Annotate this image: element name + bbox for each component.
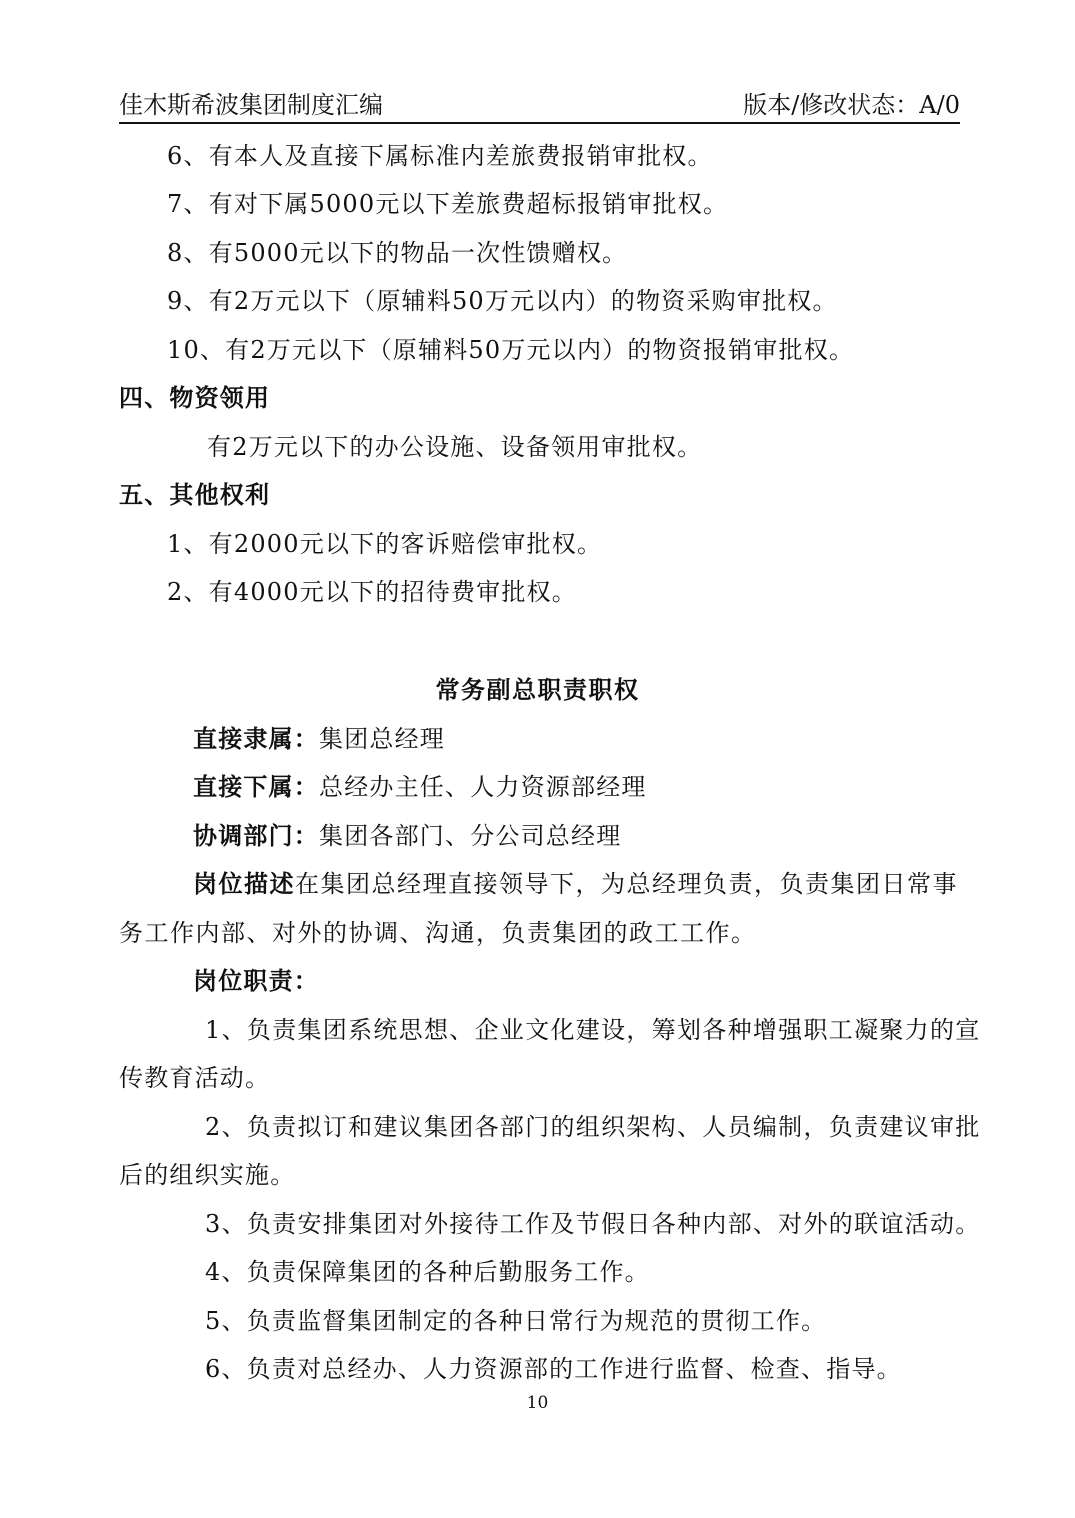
reports-to-value: 集团总经理 xyxy=(319,725,445,753)
list-item: 9、有2万元以下（原辅料50万元以内）的物资采购审批权。 xyxy=(167,287,838,315)
list-item: 7、有对下属5000元以下差旅费超标报销审批权。 xyxy=(167,190,729,218)
subordinates-value: 总经办主任、人力资源部经理 xyxy=(319,773,647,801)
duty-item-5: 5、负责监督集团制定的各种日常行为规范的贯彻工作。 xyxy=(205,1307,827,1335)
list-item: 2、有4000元以下的招待费审批权。 xyxy=(167,578,577,606)
description-text-line-1: 在集团总经理直接领导下，为总经理负责，负责集团日常事 xyxy=(295,870,958,898)
section-paragraph: 有2万元以下的办公设施、设备领用审批权。 xyxy=(207,433,703,461)
duty-item-6: 6、负责对总经办、人力资源部的工作进行监督、检查、指导。 xyxy=(205,1355,902,1383)
coordination-value: 集团各部门、分公司总经理 xyxy=(319,822,622,850)
duty-item-2-line-1: 2、负责拟订和建议集团各部门的组织架构、人员编制，负责建议审批 xyxy=(205,1113,981,1141)
description-text-line-2: 务工作内部、对外的协调、沟通，负责集团的政工工作。 xyxy=(119,919,757,947)
coordination-label: 协调部门： xyxy=(193,821,319,850)
header-document-title: 佳木斯希波集团制度汇编 xyxy=(119,91,383,119)
duty-item-1-line-1: 1、负责集团系统思想、企业文化建设，筹划各种增强职工凝聚力的宣 xyxy=(205,1016,981,1044)
document-header xyxy=(119,88,960,124)
section-heading-materials: 四、物资领用 xyxy=(119,383,271,412)
reports-to-label: 直接隶属： xyxy=(193,724,319,753)
duties-label: 岗位职责： xyxy=(193,966,319,995)
page-number: 10 xyxy=(526,1393,549,1413)
duty-item-2-line-2: 后的组织实施。 xyxy=(119,1161,296,1189)
list-item: 10、有2万元以下（原辅料50万元以内）的物资报销审批权。 xyxy=(167,336,855,364)
list-item: 6、有本人及直接下属标准内差旅费报销审批权。 xyxy=(167,142,713,170)
duty-item-3: 3、负责安排集团对外接待工作及节假日各种内部、对外的联谊活动。 xyxy=(205,1210,981,1238)
coordination-row xyxy=(193,821,621,851)
header-version-status: 版本/修改状态：A/0 xyxy=(743,91,960,119)
reports-to-row xyxy=(193,724,445,754)
description-row xyxy=(193,869,958,899)
description-label: 岗位描述 xyxy=(193,869,295,898)
duty-item-4: 4、负责保障集团的各种后勤服务工作。 xyxy=(205,1258,650,1286)
section-heading-other-rights: 五、其他权利 xyxy=(119,480,271,509)
list-item: 8、有5000元以下的物品一次性馈赠权。 xyxy=(167,239,628,267)
role-title: 常务副总职责职权 xyxy=(435,675,640,704)
duty-item-1-line-2: 传教育活动。 xyxy=(119,1064,271,1092)
subordinates-label: 直接下属： xyxy=(193,772,319,801)
subordinates-row xyxy=(193,772,647,802)
list-item: 1、有2000元以下的客诉赔偿审批权。 xyxy=(167,530,603,558)
